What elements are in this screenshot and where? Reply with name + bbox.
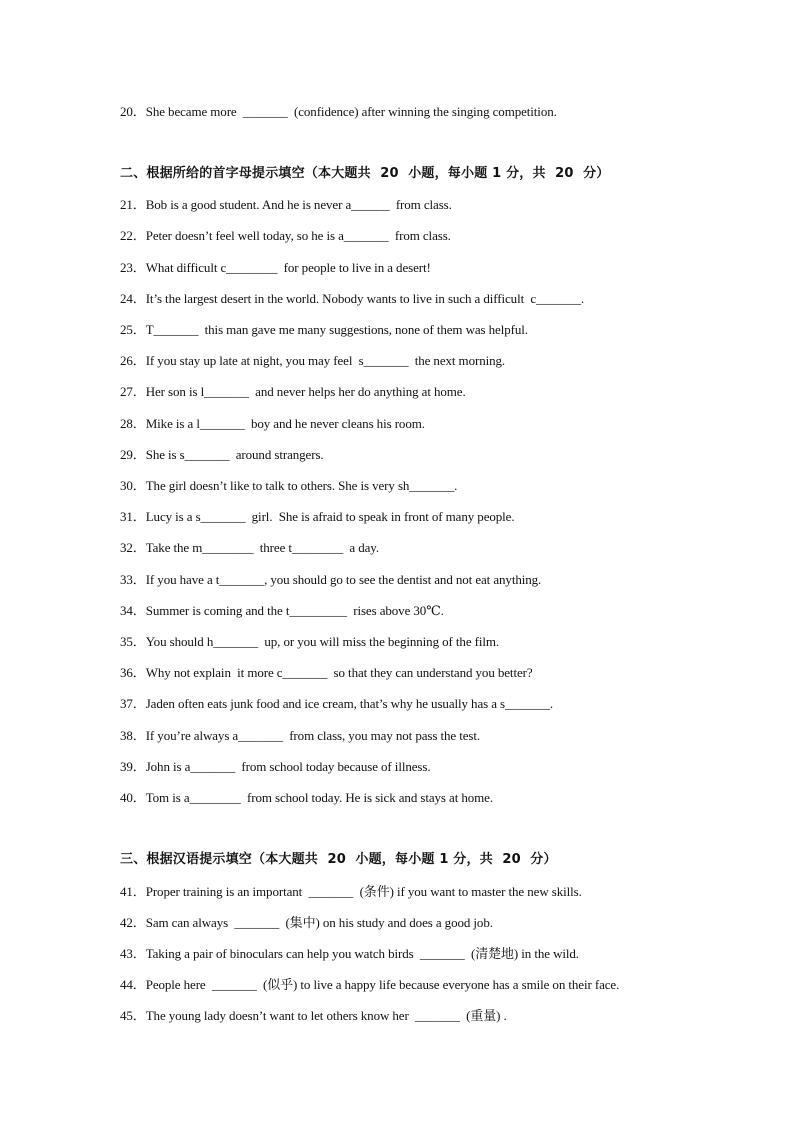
- question-38: 38．If you’re always a_______ from class, you may not pass the test.: [120, 728, 481, 743]
- question-45: 45．The young lady doesn’t want to let others know her _______ (重量) .: [120, 1008, 507, 1023]
- question-40: 40．Tom is a________ from school today. He is sick and stays at home.: [120, 790, 493, 805]
- question-21: 21．Bob is a good student. And he is never a______ from class.: [120, 197, 452, 212]
- question-23: 23．What difficult c________ for people to live in a desert!: [120, 260, 431, 275]
- question-26: 26．If you stay up late at night, you may feel s_______ the next morning.: [120, 353, 506, 368]
- question-30: 30．The girl doesn’t like to talk to others. She is very sh_______.: [120, 478, 458, 493]
- section-3-heading: 三、根据汉语提示填空（本大题共 20 小题，每小题 1 分，共 20 分）: [120, 852, 557, 867]
- question-25: 25．T_______ this man gave me many suggestions, none of them was helpful.: [120, 322, 528, 337]
- question-37: 37．Jaden often eats junk food and ice cream, that’s why he usually has a s_______.: [120, 696, 553, 711]
- question-24: 24．It’s the largest desert in the world. Nobody wants to live in such a difficult c_______.: [120, 291, 585, 306]
- question-28: 28．Mike is a l_______ boy and he never cleans his room.: [120, 416, 425, 431]
- question-33: 33．If you have a t_______, you should go to see the dentist and not eat anything.: [120, 572, 542, 587]
- question-32: 32．Take the m________ three t________ a day.: [120, 540, 380, 555]
- question-27: 27．Her son is l_______ and never helps her do anything at home.: [120, 384, 466, 399]
- question-29: 29．She is s_______ around strangers.: [120, 447, 324, 462]
- question-22: 22．Peter doesn’t feel well today, so he is a_______ from class.: [120, 228, 451, 243]
- question-43: 43．Taking a pair of binoculars can help you watch birds _______ (清楚地) in the wild.: [120, 946, 579, 961]
- question-20: 20．She became more _______ (confidence) after winning the singing competition.: [120, 104, 557, 119]
- question-39: 39．John is a_______ from school today because of illness.: [120, 759, 431, 774]
- question-44: 44．People here _______ (似乎) to live a happy life because everyone has a smile on their face.: [120, 977, 620, 992]
- question-41: 41．Proper training is an important _______ (条件) if you want to master the new skills.: [120, 884, 582, 899]
- question-42: 42．Sam can always _______ (集中) on his study and does a good job.: [120, 915, 493, 930]
- question-35: 35．You should h_______ up, or you will miss the beginning of the film.: [120, 634, 500, 649]
- question-34: 34．Summer is coming and the t_________ rises above 30℃.: [120, 603, 444, 618]
- question-31: 31．Lucy is a s_______ girl. She is afraid to speak in front of many people.: [120, 509, 515, 524]
- question-36: 36．Why not explain it more c_______ so that they can understand you better?: [120, 665, 533, 680]
- section-2-heading: 二、根据所给的首字母提示填空（本大题共 20 小题，每小题 1 分，共 20 分）: [120, 166, 610, 181]
